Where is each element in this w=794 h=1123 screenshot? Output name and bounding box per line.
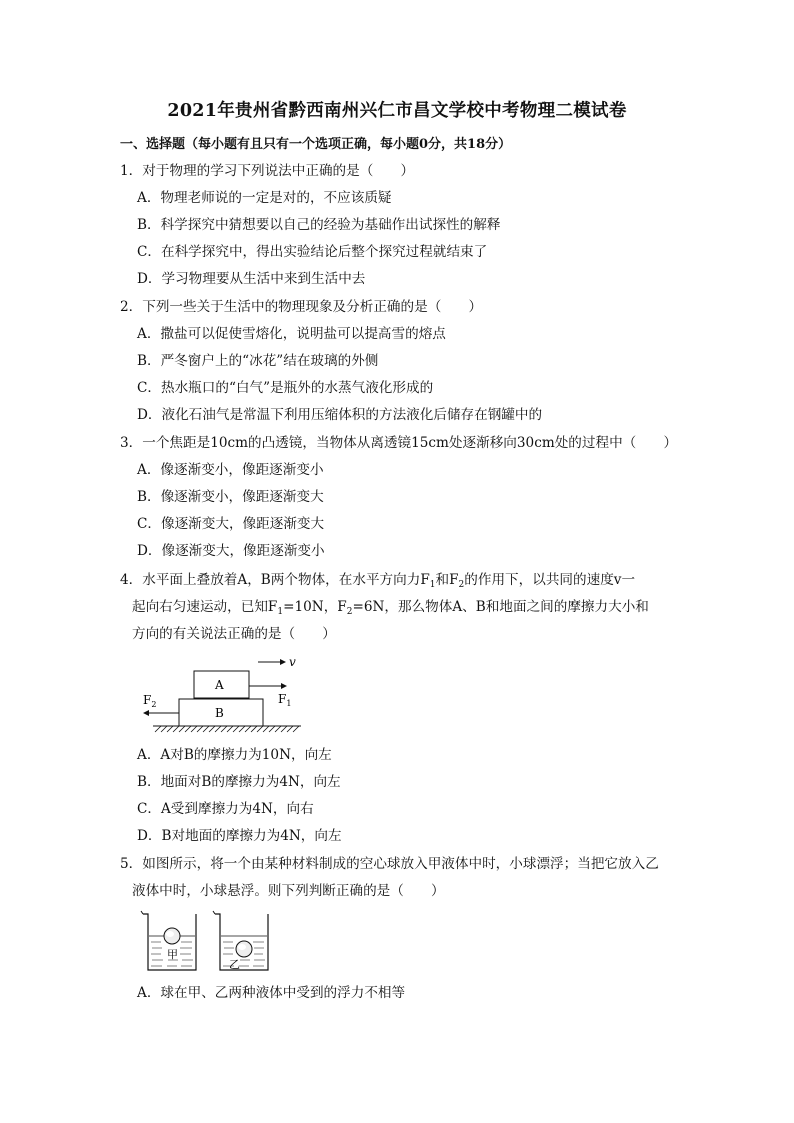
question-3-stem: 3．一个焦距是10cm的凸透镜，当物体从离透镜15cm处逐渐移向30cm处的过程中（ ） <box>120 435 678 451</box>
label-yi: 乙 <box>229 958 240 971</box>
question-1-option-b: B．科学探究中猜想要以自己的经验为基础作出试探性的解释 <box>137 217 501 233</box>
question-3-option-a: A．像逐渐变小，像距逐渐变小 <box>137 462 324 478</box>
question-4-stem-line-2: 起向右匀速运动，已知$F_1=10N$，$F_2=6N$，那么物体A、B和地面之间的摩擦力大小和 <box>132 599 649 617</box>
section-heading: 一、选择题（每小题有且只有一个选项正确，每小题0分，共18分） <box>120 137 512 152</box>
label-jia: 甲 <box>167 948 178 961</box>
question-4-option-d: D．B对地面的摩擦力为4N，向左 <box>137 828 342 844</box>
question-4-option-c: C．A受到摩擦力为4N，向右 <box>137 801 314 817</box>
ground-hatching <box>155 726 299 732</box>
question-2-option-c: C．热水瓶口的“白气”是瓶外的水蒸气液化形成的 <box>137 380 434 396</box>
question-2-option-d: D．液化石油气是常温下利用压缩体积的方法液化后储存在钢罐中的 <box>137 407 543 423</box>
beakers-figure <box>138 906 278 976</box>
question-4-option-a: A．A对B的摩擦力为10N，向左 <box>137 747 332 763</box>
page-title: 2021年贵州省黔西南州兴仁市昌文学校中考物理二模试卷 <box>167 101 627 121</box>
question-5-stem-line-1: 5．如图所示，将一个由某种材料制成的空心球放入甲液体中时，小球漂浮；当把它放入乙 <box>120 856 659 872</box>
f2-label: $F_2$ <box>143 693 157 709</box>
question-1-option-c: C．在科学探究中，得出实验结论后整个探究过程就结束了 <box>137 244 488 260</box>
question-2-option-b: B．严冬窗户上的“冰花”结在玻璃的外侧 <box>137 353 379 369</box>
stacked-blocks-figure <box>135 648 315 740</box>
question-4-stem-line-3: 方向的有关说法正确的是（ ） <box>132 626 336 642</box>
question-4-stem-line-1: 4．水平面上叠放着A，B两个物体，在水平方向力$F_1$和$F_2$的作用下，以共同的速度v一 <box>120 572 636 590</box>
beaker-yi <box>213 911 268 971</box>
question-1-option-d: D．学习物理要从生活中来到生活中去 <box>137 271 366 287</box>
question-5-stem-line-2: 液体中时，小球悬浮。则下列判断正确的是（ ） <box>132 883 445 899</box>
block-a-label: A <box>215 678 224 692</box>
beaker-jia <box>141 911 196 970</box>
question-2-stem: 2．下列一些关于生活中的物理现象及分析正确的是（ ） <box>120 299 483 315</box>
question-1-stem: 1．对于物理的学习下列说法中正确的是（ ） <box>120 163 415 179</box>
question-2-option-a: A．撒盐可以促使雪熔化，说明盐可以提高雪的熔点 <box>137 326 446 342</box>
question-3-option-d: D．像逐渐变大，像距逐渐变小 <box>137 543 325 559</box>
f1-label: $F_1$ <box>278 692 292 708</box>
question-4-option-b: B．地面对B的摩擦力为4N，向左 <box>137 774 341 790</box>
question-3-option-b: B．像逐渐变小，像距逐渐变大 <box>137 489 324 505</box>
block-b-label: B <box>215 706 224 720</box>
question-5-option-a: A．球在甲、乙两种液体中受到的浮力不相等 <box>137 985 406 1001</box>
question-1-option-a: A．物理老师说的一定是对的，不应该质疑 <box>137 190 392 206</box>
question-3-option-c: C．像逐渐变大，像距逐渐变大 <box>137 516 325 532</box>
velocity-label: v <box>289 655 296 669</box>
